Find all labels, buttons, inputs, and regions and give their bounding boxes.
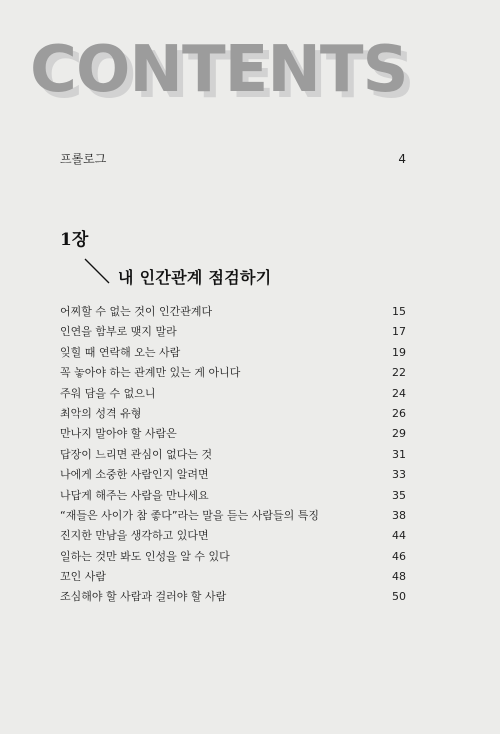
toc-entry-page: 31 [392,447,406,461]
toc-entry-label: 주워 담을 수 없으니 [60,386,156,400]
toc-entry[interactable] [60,302,406,322]
toc-entry[interactable] [60,384,406,404]
toc-entry[interactable] [60,465,406,485]
chapter-divider-slash [84,258,110,284]
toc-entry-label: 답장이 느리면 관심이 없다는 것 [60,447,213,461]
toc-entry-page: 15 [392,305,406,318]
toc-entry-page: 48 [392,570,406,584]
prologue-page-number: 4 [398,152,406,166]
toc-entry-page: 29 [392,427,406,441]
toc-entry-page: 26 [392,406,406,420]
toc-entry[interactable] [60,363,406,383]
toc-entry-page: 46 [392,549,406,563]
prologue-entry[interactable] [60,150,406,168]
toc-entry-label: 잊힐 때 연락해 오는 사람 [60,345,181,359]
toc-entry-label: 나답게 해주는 사람을 만나세요 [60,488,209,502]
chapter-title: 내 인간관계 점검하기 [118,268,272,287]
toc-entry-page: 17 [392,325,406,339]
toc-entry-label: 만나지 말아야 할 사람은 [60,427,177,441]
toc-entry-label: 조심해야 할 사람과 걸러야 할 사람 [60,590,227,604]
toc-entry-label: 최악의 성격 유형 [60,406,142,420]
toc-entry-label: 인연을 함부로 맺지 말라 [60,325,177,339]
toc-entry[interactable] [60,506,406,526]
toc-entry-page: 38 [392,508,406,522]
toc-entry[interactable] [60,343,406,363]
toc-entry-page: 50 [392,590,406,604]
toc-entry-label: 진지한 만남을 생각하고 있다면 [60,529,209,543]
prologue-label: 프롤로그 [60,152,107,166]
toc-entry-label: 꼭 놓아야 하는 관계만 있는 게 아니다 [60,366,241,380]
chapter-number: 1장 [60,230,89,250]
toc-entry-page: 33 [392,468,406,482]
contents-heading: CONTENTS [30,33,408,107]
toc-entry[interactable] [60,404,406,424]
toc-entry[interactable] [60,526,406,546]
toc-entry-label: 꼬인 사람 [60,570,107,584]
toc-entry[interactable] [60,322,406,342]
chapter-entry-list [60,302,406,608]
toc-entry-page: 44 [392,529,406,543]
toc-entry[interactable] [60,445,406,465]
toc-entry[interactable] [60,547,406,567]
toc-entry-label: “재들은 사이가 참 좋다”라는 말을 듣는 사람들의 특징 [60,508,320,522]
toc-entry[interactable] [60,424,406,444]
toc-entry-page: 24 [392,386,406,400]
toc-entry[interactable] [60,587,406,607]
toc-entry-page: 35 [392,488,406,502]
toc-entry-label: 어찌할 수 없는 것이 인간관계다 [60,305,213,318]
toc-entry[interactable] [60,567,406,587]
toc-entry[interactable] [60,486,406,506]
toc-entry-label: 나에게 소중한 사람인지 알려면 [60,468,209,482]
toc-entry-page: 22 [392,366,406,380]
toc-entry-page: 19 [392,345,406,359]
toc-entry-label: 일하는 것만 봐도 인성을 알 수 있다 [60,549,230,563]
